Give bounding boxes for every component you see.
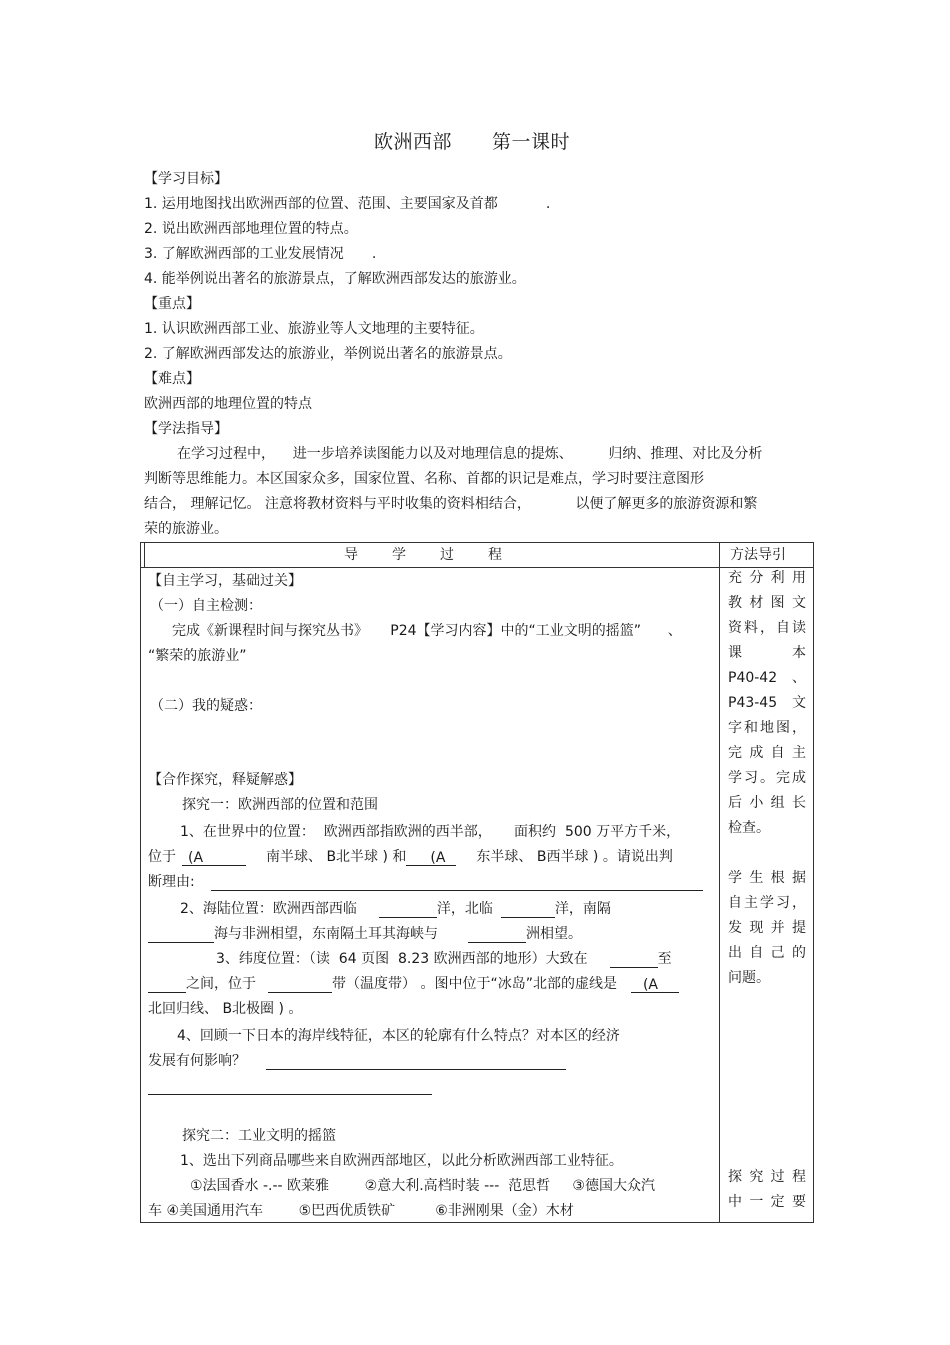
side-guide-line: 字和地图，	[728, 720, 806, 736]
e2-items-line-1: ①法国香水 -.-- 欧莱雅 ②意大利.高档时装 --- 范思哲 ③德国大众汽	[190, 1178, 655, 1194]
q4-line-1: 4、回顾一下日本的海岸线特征，本区的轮廓有什么特点？对本区的经济	[177, 1028, 620, 1044]
method-line-4: 荣的旅游业。	[144, 521, 228, 537]
objective-item-2: 2. 说出欧洲西部地理位置的特点。	[144, 221, 358, 237]
q3-text-b: 至	[657, 951, 672, 967]
table-header-divider	[140, 567, 814, 568]
side-guide-line: 出自己的	[728, 945, 806, 961]
e2-q1: 1、选出下列商品哪些来自欧洲西部地区，以此分析欧洲西部工业特征。	[180, 1153, 623, 1169]
q2-text-d: 海与非洲相望，东南隔土耳其海峡与	[214, 926, 438, 942]
side-guide-line: 问题。	[728, 970, 770, 986]
q4-line-3	[148, 1077, 432, 1095]
q1-option-b: (A	[430, 850, 446, 866]
side-guide-line: 课 本	[728, 645, 806, 661]
objectives-heading: 【学习目标】	[144, 171, 228, 187]
q2-line-2	[148, 925, 582, 943]
side-guide-line: 学习。完成	[728, 770, 806, 786]
side-guide-line: P40-42 、	[728, 670, 806, 686]
coop-heading: 【合作探究，释疑解惑】	[148, 772, 302, 788]
side-guide-line: 学生根据	[728, 870, 806, 886]
difficulty-heading: 【难点】	[144, 371, 200, 387]
q4-blank-2[interactable]	[148, 1078, 432, 1095]
q3-text-d: 带（温度带） 。图中位于“冰岛”北部的虚线是	[332, 976, 617, 992]
q3-line-2	[148, 975, 679, 993]
q1-text-c: 南半球、 B北半球 ) 和	[266, 849, 407, 865]
table-header-side: 方法导引	[730, 547, 786, 563]
q2-blank-1[interactable]	[379, 901, 437, 918]
q3-text-a: 3、纬度位置：（读 64 页图 8.23 欧洲西部的地形）大致在	[216, 951, 588, 967]
q3-line-3: 北回归线、 B北极圈 ) 。	[148, 1001, 303, 1017]
title-main: 欧洲西部	[374, 131, 453, 153]
q2-blank-4[interactable]	[468, 926, 526, 943]
side-guide-line: 教材图文	[728, 595, 806, 611]
q1-reason-blank[interactable]	[211, 874, 703, 891]
q1-text-e: 东半球、 B西半球 ) 。请说出判	[476, 849, 673, 865]
objective-text: 3. 了解欧洲西部的工业发展情况	[144, 246, 344, 262]
table-header-main: 导学过程	[344, 547, 536, 563]
q2-text-e: 洲相望。	[526, 926, 582, 942]
q1-line-3	[148, 873, 703, 891]
self-check-line-2: “繁荣的旅游业”	[148, 648, 247, 664]
objective-dot: .	[545, 196, 551, 212]
q2-text-c: 洋，南隔	[554, 901, 611, 917]
table-column-divider	[719, 542, 720, 1223]
key-point-item-2: 2. 了解欧洲西部发达的旅游业，举例说出著名的旅游景点。	[144, 346, 512, 362]
title-sub: 第一课时	[492, 131, 571, 153]
q2-line-1	[180, 900, 611, 918]
q3-text-c: 之间，位于	[186, 976, 256, 992]
page-title	[374, 127, 570, 154]
q3-blank-2[interactable]	[148, 976, 186, 993]
side-guide-line: 检查。	[728, 820, 770, 836]
explore-1-title: 探究一：欧洲西部的位置和范围	[182, 797, 378, 813]
method-line-1: 在学习过程中， 进一步培养读图能力以及对地理信息的提炼、 归纳、推理、对比及分析	[177, 446, 763, 462]
q4-text: 发展有何影响？	[148, 1053, 246, 1069]
self-check-title: （一）自主检测：	[150, 598, 262, 614]
side-guide-line: 完成自主	[728, 745, 806, 761]
method-line-3: 结合， 理解记忆。 注意将教材资料与平时收集的资料相结合， 以便了解更多的旅游资源和繁	[144, 496, 758, 512]
q2-text-a: 2、海陆位置：欧洲西部西临	[180, 901, 357, 917]
self-study-heading: 【自主学习，基础过关】	[148, 573, 302, 589]
explore-2-title: 探究二：工业文明的摇篮	[182, 1128, 336, 1144]
side-guide-1	[728, 566, 806, 841]
q1-blank-1[interactable]	[182, 849, 246, 866]
method-heading: 【学法指导】	[144, 421, 228, 437]
e2-items-line-2: 车 ④美国通用汽车 ⑤巴西优质铁矿 ⑥非洲刚果（金）木材	[148, 1203, 574, 1219]
side-guide-line: 资料，自读	[728, 620, 806, 636]
self-check-line-1: 完成《新课程时间与探究丛书》 P24【学习内容】中的“工业文明的摇篮” 、	[172, 623, 682, 639]
q3-option-a: (A	[642, 977, 659, 993]
q2-text-b: 洋，北临	[436, 901, 493, 917]
q3-line-1	[216, 950, 672, 968]
objective-text: 1. 运用地图找出欧洲西部的位置、范围、主要国家及首都	[144, 196, 498, 212]
side-guide-line: 发现并提	[728, 920, 806, 936]
side-guide-line: 充分利用	[728, 570, 806, 586]
q4-blank-1[interactable]	[266, 1053, 566, 1070]
q2-blank-2[interactable]	[501, 901, 555, 918]
q1-option-a: (A	[188, 850, 204, 866]
q2-blank-3[interactable]	[148, 926, 214, 943]
objective-dot: .	[371, 246, 377, 262]
objective-item-3	[144, 245, 376, 263]
q4-line-2	[148, 1052, 566, 1070]
side-guide-line: P43-45 文	[728, 695, 806, 711]
key-points-heading: 【重点】	[144, 296, 200, 312]
q1-text-a: 位于	[148, 849, 176, 865]
q1-line-2	[148, 848, 673, 866]
table-header-left-rule	[144, 542, 145, 567]
doubt-title: （二）我的疑惑：	[150, 698, 262, 714]
side-guide-2	[728, 866, 806, 991]
side-guide-line: 后小组长	[728, 795, 806, 811]
q1-line-1: 1、在世界中的位置： 欧洲西部指欧洲的西半部， 面积约 500 万平方千米，	[180, 824, 681, 840]
side-guide-line: 中一定要	[728, 1194, 806, 1210]
side-guide-line: 探究过程	[728, 1169, 806, 1185]
difficulty-text: 欧洲西部的地理位置的特点	[144, 396, 312, 412]
q1-reason-label: 断理由:	[148, 874, 195, 890]
q3-blank-3[interactable]	[268, 976, 332, 993]
q3-blank-4[interactable]	[631, 976, 679, 993]
q1-blank-2[interactable]	[406, 849, 456, 866]
q3-blank-1[interactable]	[610, 951, 658, 968]
method-line-2: 判断等思维能力。本区国家众多，国家位置、名称、首都的识记是难点，学习时要注意图形	[144, 471, 704, 487]
key-point-item-1: 1. 认识欧洲西部工业、旅游业等人文地理的主要特征。	[144, 321, 484, 337]
side-guide-line: 自主学习，	[728, 895, 806, 911]
side-guide-3	[728, 1165, 806, 1215]
objective-item-4: 4. 能举例说出著名的旅游景点，了解欧洲西部发达的旅游业。	[144, 271, 526, 287]
objective-item-1	[144, 195, 550, 213]
